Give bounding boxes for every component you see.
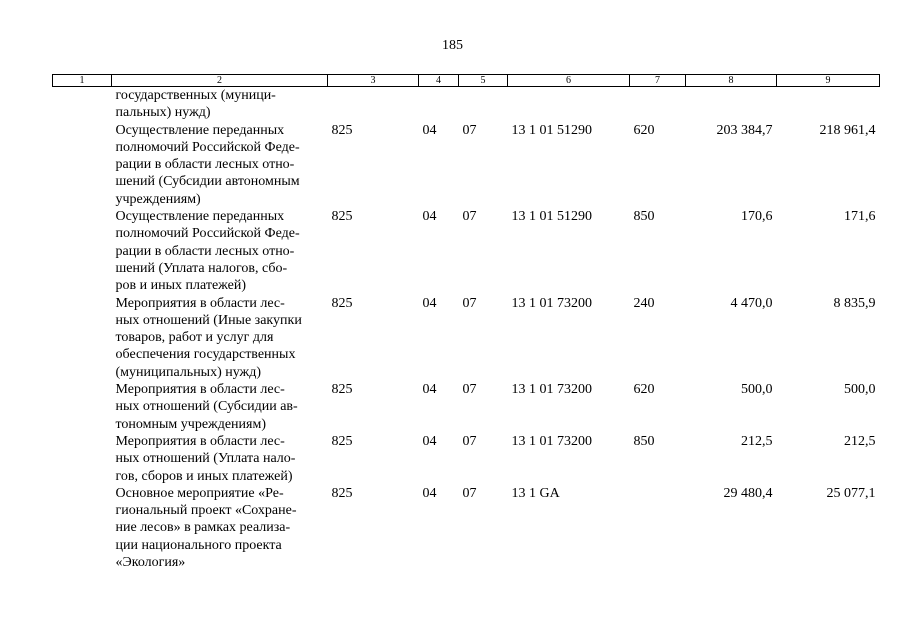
section-code: 04 (422, 382, 437, 398)
ministry-code: 825 (331, 295, 353, 311)
section-code: 04 (422, 122, 437, 138)
amount-year-2: 171,6 (844, 209, 876, 225)
subsection-code: 07 (462, 295, 477, 311)
table-header (53, 75, 880, 87)
amount-year-2: 218 961,4 (819, 122, 876, 138)
table-row (53, 433, 880, 485)
expense-type-code: 620 (633, 122, 655, 138)
subsection-code: 07 (462, 485, 477, 501)
subsection-code: 07 (462, 209, 477, 225)
table-cell (53, 122, 112, 208)
amount-year-2: 500,0 (844, 382, 876, 398)
table-row (53, 208, 880, 294)
column-header-3: 3 (328, 75, 419, 87)
column-header-7: 7 (630, 75, 686, 87)
target-article-code: 13 1 01 51290 (511, 209, 592, 225)
budget-table (52, 74, 880, 571)
table-cell (53, 433, 112, 485)
table-row (53, 295, 880, 381)
table-cell (53, 295, 112, 381)
table-cell (630, 87, 686, 122)
column-header-2: 2 (112, 75, 328, 87)
section-code: 04 (422, 485, 437, 501)
amount-year-1: 29 480,4 (723, 485, 773, 501)
amount-year-2: 212,5 (844, 433, 876, 449)
table-cell (508, 87, 630, 122)
amount-year-1: 4 470,0 (730, 295, 773, 311)
ministry-code: 825 (331, 122, 353, 138)
subsection-code: 07 (462, 382, 477, 398)
expense-type-code: 850 (633, 433, 655, 449)
table-cell (53, 208, 112, 294)
target-article-code: 13 1 01 73200 (511, 382, 592, 398)
column-header-9: 9 (777, 75, 880, 87)
target-article-code: 13 1 01 73200 (511, 433, 592, 449)
row-description: Осуществление переданных полномочий Российской Феде- рации в области лесных отно- шений (Уплата налогов, сбо- ров и иных платежей) (115, 209, 300, 294)
column-header-1: 1 (53, 75, 112, 87)
row-description: Мероприятия в области лес- ных отношений (Иные закупки товаров, работ и услуг для обеспечения государственных (муниципальных) нужд) (115, 295, 302, 380)
ministry-code: 825 (331, 433, 353, 449)
table-cell (686, 87, 777, 122)
amount-year-1: 500,0 (741, 382, 773, 398)
subsection-code: 07 (462, 122, 477, 138)
column-header-5: 5 (459, 75, 508, 87)
table-row (53, 122, 880, 208)
amount-year-1: 212,5 (741, 433, 773, 449)
ministry-code: 825 (331, 209, 353, 225)
column-header-8: 8 (686, 75, 777, 87)
section-code: 04 (422, 433, 437, 449)
continuation-row (53, 87, 880, 122)
expense-type-code (630, 485, 686, 571)
table-cell (459, 87, 508, 122)
table-row (53, 381, 880, 433)
amount-year-1: 170,6 (741, 209, 773, 225)
row-description: Основное мероприятие «Ре- гиональный проект «Сохране- ние лесов» в рамках реализа- ции национального проекта «Экология» (115, 485, 297, 571)
ministry-code: 825 (331, 382, 353, 398)
column-number-row (53, 75, 880, 87)
table-cell (328, 87, 419, 122)
target-article-code: 13 1 01 73200 (511, 295, 592, 311)
amount-year-2: 8 835,9 (833, 295, 876, 311)
column-header-6: 6 (508, 75, 630, 87)
expense-type-code: 620 (633, 382, 655, 398)
table-body (53, 87, 880, 572)
subsection-code: 07 (462, 433, 477, 449)
table-cell (777, 87, 880, 122)
table-cell (419, 87, 459, 122)
table-cell (53, 381, 112, 433)
row-description: Осуществление переданных полномочий Российской Феде- рации в области лесных отно- шений (Субсидии автономным учреждениям) (115, 122, 300, 207)
target-article-code: 13 1 GA (511, 485, 560, 501)
amount-year-2: 25 077,1 (826, 485, 876, 501)
column-header-4: 4 (419, 75, 459, 87)
row-description: Мероприятия в области лес- ных отношений (Субсидии ав- тономным учреждениям) (115, 382, 298, 432)
continuation-description: государственных (муници- пальных) нужд) (115, 88, 276, 121)
table-row (53, 485, 880, 571)
expense-type-code: 240 (633, 295, 655, 311)
page-number: 185 (442, 38, 463, 53)
table-cell (53, 87, 112, 122)
row-description: Мероприятия в области лес- ных отношений (Уплата нало- гов, сборов и иных платежей) (115, 433, 296, 484)
table-cell (53, 485, 112, 571)
amount-year-1: 203 384,7 (716, 122, 773, 138)
expense-type-code: 850 (633, 209, 655, 225)
target-article-code: 13 1 01 51290 (511, 122, 592, 138)
section-code: 04 (422, 209, 437, 225)
section-code: 04 (422, 295, 437, 311)
ministry-code: 825 (331, 485, 353, 501)
